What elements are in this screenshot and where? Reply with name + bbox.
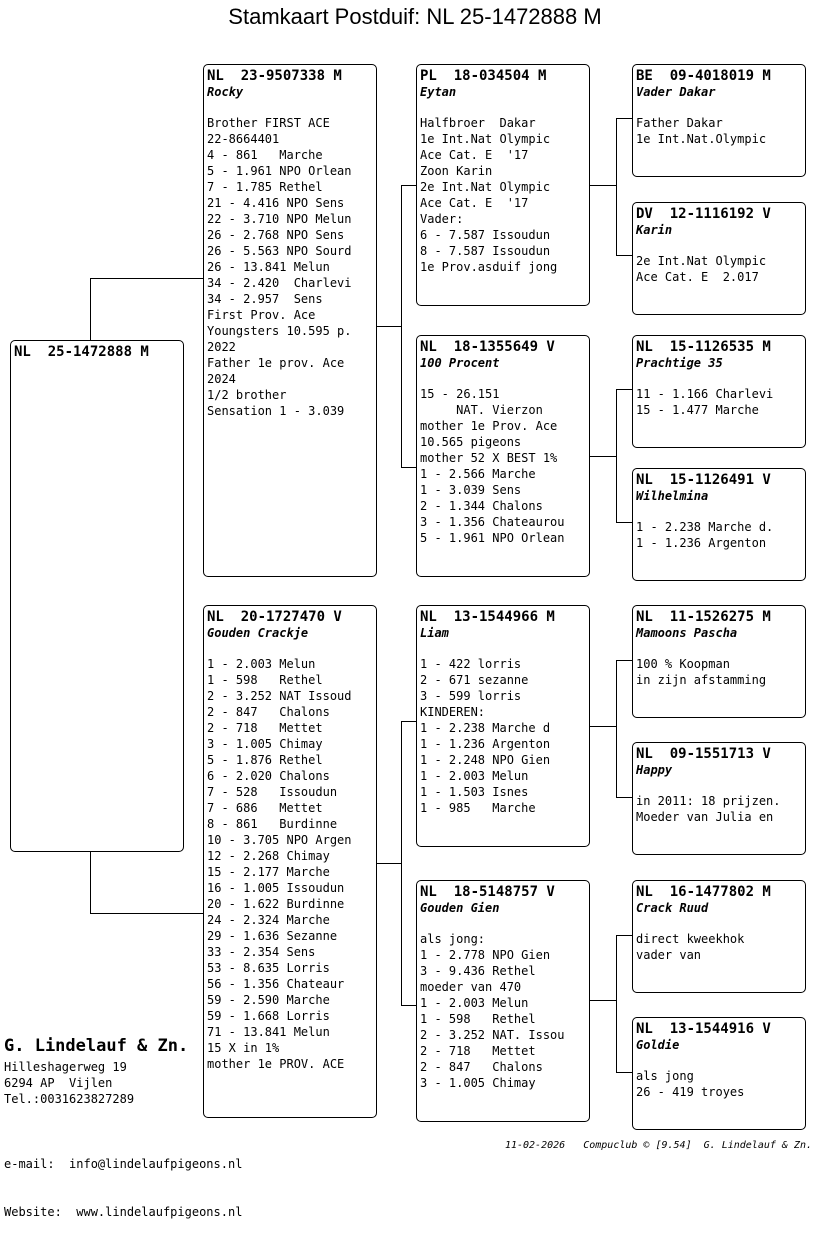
ring-number: NL 18-5148757 V: [420, 884, 555, 900]
connector-father-ff: [401, 185, 417, 186]
pigeon-info: in 2011: 18 prijzen. Moeder van Julia en: [636, 794, 781, 824]
pigeon-info: direct kweekhok vader van: [636, 932, 745, 962]
connector-father-stub: [376, 326, 402, 327]
pigeon-name: Rocky: [207, 85, 244, 99]
pigeon-name: Goldie: [636, 1038, 680, 1052]
pigeon-name: Gouden Crackje: [207, 626, 309, 640]
ring-number: NL 18-1355649 V: [420, 339, 555, 355]
pigeon-card-mfm[interactable]: [632, 742, 806, 855]
connector-mm-vertical: [616, 935, 617, 1073]
pigeon-card-mff[interactable]: [632, 605, 806, 718]
breeder-name: G. Lindelauf & Zn.: [4, 1036, 189, 1056]
pigeon-info: als jong 26 - 419 troyes: [636, 1069, 745, 1099]
connector-fm-fmf: [616, 389, 632, 390]
connector-mother-mm: [401, 1005, 417, 1006]
connector-mf-stub: [589, 726, 617, 727]
connector-mother-stub: [376, 863, 402, 864]
pigeon-info: Halfbroer Dakar 1e Int.Nat Olympic Ace Cat. E '17 Zoon Karin 2e Int.Nat Olympic Ace Cat. E '17 Vader: 6 - 7.587 Issoudun 8 - 7.587 Issoudun 1e Prov.asduif jong: [420, 116, 558, 274]
pigeon-name: Liam: [420, 626, 449, 640]
pigeon-card-ff[interactable]: [416, 64, 590, 306]
contact-block: [4, 1124, 242, 1236]
ring-number: NL 11-1526275 M: [636, 609, 771, 625]
connector-mf-mfm: [616, 797, 632, 798]
pigeon-card-fm[interactable]: [416, 335, 590, 577]
connector-fm-fmm: [616, 522, 632, 523]
connector-father-vertical: [401, 185, 402, 468]
pigeon-card-mother[interactable]: [203, 605, 377, 1118]
connector-father-fm: [401, 467, 417, 468]
pigeon-info: 1 - 2.238 Marche d. 1 - 1.236 Argenton: [636, 520, 774, 550]
connector-subject-father: [90, 278, 204, 279]
ring-number: NL 13-1544916 V: [636, 1021, 771, 1037]
connector-fm-stub: [589, 456, 617, 457]
ring-number: NL 23-9507338 M: [207, 68, 342, 84]
pigeon-name: Crack Ruud: [636, 901, 709, 915]
breeder-address: Hilleshagerweg 19 6294 AP Vijlen Tel.:0031623827289: [4, 1060, 135, 1106]
pigeon-name: 100 Procent: [420, 356, 500, 370]
connector-mother-mf: [401, 721, 417, 722]
pigeon-card-subject[interactable]: [10, 340, 184, 852]
pigeon-name: Mamoons Pascha: [636, 626, 738, 640]
ring-number: NL 09-1551713 V: [636, 746, 771, 762]
email-text: e-mail: info@lindelaufpigeons.nl: [4, 1157, 243, 1171]
ring-number: NL 25-1472888 M: [14, 344, 149, 360]
pigeon-card-fff[interactable]: [632, 64, 806, 177]
pigeon-info: 11 - 1.166 Charlevi 15 - 1.477 Marche: [636, 387, 774, 417]
pigeon-info: 100 % Koopman in zijn afstamming: [636, 657, 767, 687]
pigeon-info: Brother FIRST ACE 22-8664401 4 - 861 Marche 5 - 1.961 NPO Orlean 7 - 1.785 Rethel 21 - 4.416 NPO Sens 22 - 3.710 NPO Melun 26 - 2.768 NPO Sens 26 - 5.563 NPO Sourd 26 - 13.841 Melun 34 - 2.420 Charlevi 34 - 2.957 Sens First Prov. Ace Youngsters 10.595 p. 2022 Father 1e prov. Ace 2024 1/2 brother Sensation 1 - 3.039: [207, 116, 352, 418]
pigeon-info: 15 - 26.151 NAT. Vierzon mother 1e Prov. Ace 10.565 pigeons mother 52 X BEST 1% 1 - 2.566 Marche 1 - 3.039 Sens 2 - 1.344 Chalons 3 - 1.356 Chateaurou 5 - 1.961 NPO Orlean: [420, 387, 565, 545]
connector-ff-fff: [616, 118, 632, 119]
connector-ff-vertical: [616, 118, 617, 256]
page-title: Stamkaart Postduif: NL 25-1472888 M: [228, 4, 602, 29]
website-text: Website: www.lindelaufpigeons.nl: [4, 1205, 243, 1219]
pigeon-info: 1 - 422 lorris 2 - 671 sezanne 3 - 599 lorris KINDEREN: 1 - 2.238 Marche d 1 - 1.236 Argenton 1 - 2.248 NPO Gien 1 - 2.003 Melun 1 - 1.503 Isnes 1 - 985 Marche: [420, 657, 551, 815]
pigeon-name: Vader Dakar: [636, 85, 716, 99]
connector-mm-mmm: [616, 1072, 632, 1073]
footer-text: 11-02-2026 Compuclub © [9.54] G. Lindelauf & Zn.: [504, 1140, 812, 1151]
pigeon-name: Happy: [636, 763, 673, 777]
pigeon-info: 1 - 2.003 Melun 1 - 598 Rethel 2 - 3.252 NAT Issoud 2 - 847 Chalons 2 - 718 Mettet 3 - 1.005 Chimay 5 - 1.876 Rethel 6 - 2.020 Chalons 7 - 528 Issoudun 7 - 686 Mettet 8 - 861 Burdinne 10 - 3.705 NPO Argen 12 - 2.268 Chimay 15 - 2.177 Marche 16 - 1.005 Issoudun 20 - 1.622 Burdinne 24 - 2.324 Marche 29 - 1.636 Sezanne 33 - 2.354 Sens 53 - 8.635 Lorris 56 - 1.356 Chateaur 59 - 2.590 Marche 59 - 1.668 Lorris 71 - 13.841 Melun 15 X in 1% mother 1e PROV. ACE: [207, 657, 352, 1071]
ring-number: NL 15-1126491 V: [636, 472, 771, 488]
pigeon-card-mmm[interactable]: [632, 1017, 806, 1130]
pigeon-info: als jong: 1 - 2.778 NPO Gien 3 - 9.436 Rethel moeder van 470 1 - 2.003 Melun 1 - 598 Rethel 2 - 3.252 NAT. Issou 2 - 718 Mettet 2 - 847 Chalons 3 - 1.005 Chimay: [420, 932, 565, 1090]
ring-number: NL 15-1126535 M: [636, 339, 771, 355]
pigeon-card-ffm[interactable]: [632, 202, 806, 315]
ring-number: NL 20-1727470 V: [207, 609, 342, 625]
pigeon-card-mmf[interactable]: [632, 880, 806, 993]
connector-mm-mmf: [616, 935, 632, 936]
pigeon-name: Gouden Gien: [420, 901, 500, 915]
pigeon-card-fmm[interactable]: [632, 468, 806, 581]
connector-mm-stub: [589, 1000, 617, 1001]
ring-number: NL 13-1544966 M: [420, 609, 555, 625]
ring-number: NL 16-1477802 M: [636, 884, 771, 900]
pigeon-info: 2e Int.Nat Olympic Ace Cat. E 2.017: [636, 254, 767, 284]
pigeon-card-father[interactable]: [203, 64, 377, 577]
ring-number: DV 12-1116192 V: [636, 206, 771, 222]
connector-ff-stub: [589, 185, 617, 186]
connector-ff-ffm: [616, 255, 632, 256]
connector-fm-vertical: [616, 389, 617, 523]
connector-mf-mff: [616, 660, 632, 661]
pigeon-card-fmf[interactable]: [632, 335, 806, 448]
pigeon-name: Wilhelmina: [636, 489, 709, 503]
connector-subject-mother: [90, 913, 204, 914]
ring-number: PL 18-034504 M: [420, 68, 547, 84]
pigeon-name: Karin: [636, 223, 673, 237]
pigeon-card-mf[interactable]: [416, 605, 590, 847]
pigeon-info: Father Dakar 1e Int.Nat.Olympic: [636, 116, 767, 146]
ring-number: BE 09-4018019 M: [636, 68, 771, 84]
connector-mother-vertical: [401, 721, 402, 1006]
pigeon-card-mm[interactable]: [416, 880, 590, 1122]
connector-mf-vertical: [616, 660, 617, 798]
pigeon-name: Prachtige 35: [636, 356, 723, 370]
pigeon-name: Eytan: [420, 85, 457, 99]
